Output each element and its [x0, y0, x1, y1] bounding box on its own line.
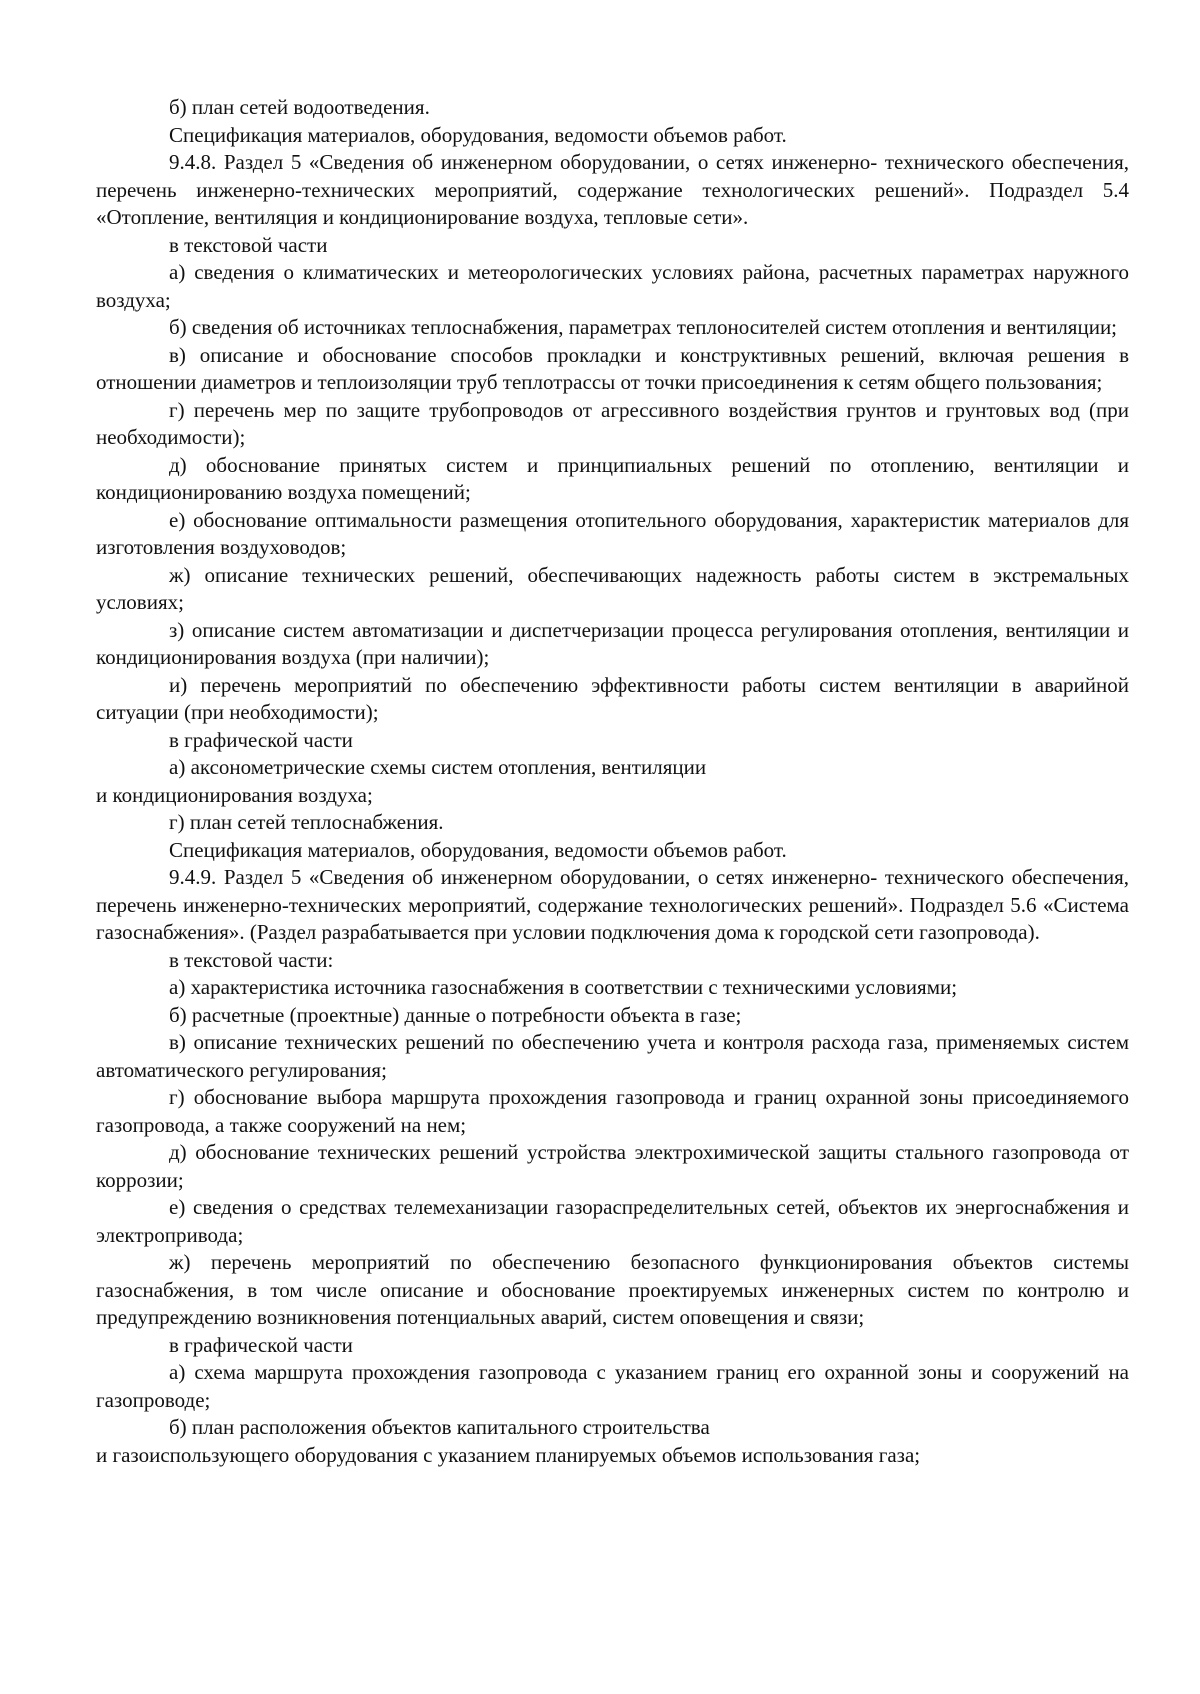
paragraph-graphic-part-heading-1: в графической части: [169, 727, 353, 752]
paragraph-text-part-heading-1: в текстовой части: [169, 232, 328, 257]
paragraph-equipment-placement: е) обоснование оптимальности размещения отопительного оборудования, характеристик материалов для изготовления воздуховодов;: [96, 507, 1129, 559]
paragraph-pipeline-route: г) обоснование выбора маршрута прохождения газопровода и границ охранной зоны присоединяемого газопровода, а также сооружений на нем;: [96, 1085, 1129, 1137]
paragraph-graphic-part-heading-2: в графической части: [169, 1332, 353, 1357]
paragraph-safety-measures: ж) перечень мероприятий по обеспечению безопасного функционирования объектов системы газоснабжения, в том числе описание и обоснование проектируемых инженерных систем по контролю и предупреждению возникновения потенциальных аварий, систем оповещения и связи;: [96, 1250, 1129, 1329]
paragraph-laying-methods: в) описание и обоснование способов прокладки и конструктивных решений, включая решения в отношении диаметров и теплоизоляции труб теплотрассы от точки присоединения к сетям общего пользования;: [96, 342, 1129, 394]
paragraph-specification-1: Спецификация материалов, оборудования, ведомости объемов работ.: [169, 122, 787, 147]
paragraph-text-part-heading-2: в текстовой части:: [169, 947, 334, 972]
paragraph-heating-systems: д) обоснование принятых систем и принципиальных решений по отоплению, вентиляции и кондиционированию воздуха помещений;: [96, 452, 1129, 504]
paragraph-gas-source: а) характеристика источника газоснабжения в соответствии с техническими условиями;: [169, 975, 958, 999]
paragraph-route-scheme: а) схема маршрута прохождения газопровода с указанием границ его охранной зоны и сооружений на газопроводе;: [96, 1360, 1129, 1412]
paragraph-climate-info: а) сведения о климатических и метеорологических условиях района, расчетных параметрах наружного воздуха;: [96, 260, 1129, 312]
paragraph-telemechanics: е) сведения о средствах телемеханизации газораспределительных сетей, объектов их энергоснабжения и электропривода;: [96, 1195, 1129, 1247]
paragraph-ventilation-emergency: и) перечень мероприятий по обеспечению эффективности работы систем вентиляции в аварийной ситуации (при необходимости);: [96, 672, 1129, 724]
paragraph-corrosion-protection: д) обоснование технических решений устройства электрохимической защиты стального газопровода от коррозии;: [96, 1140, 1129, 1192]
paragraph-pipe-protection: г) перечень мер по защите трубопроводов от агрессивного воздействия грунтов и грунтовых вод (при необходимости);: [96, 397, 1129, 449]
paragraph-gas-demand: б) расчетные (проектные) данные о потребности объекта в газе;: [169, 1002, 742, 1027]
paragraph-axonometric-schemes: а) аксонометрические схемы систем отопления, вентиляции и кондиционирования воздуха;: [96, 755, 707, 807]
paragraph-drainage-plan: б) план сетей водоотведения.: [169, 95, 430, 119]
paragraph-reliability: ж) описание технических решений, обеспечивающих надежность работы систем в экстремальных условиях;: [96, 562, 1129, 614]
paragraph-heat-network-plan: г) план сетей теплоснабжения.: [169, 810, 444, 834]
paragraph-site-plan: б) план расположения объектов капитального строительства и газоиспользующего оборудования с указанием планируемых объемов использования газа;: [96, 1415, 921, 1467]
paragraph-heat-sources: б) сведения об источниках теплоснабжения, параметрах теплоносителей систем отопления и вентиляции;: [169, 315, 1118, 339]
paragraph-section-9-4-9: 9.4.9. Раздел 5 «Сведения об инженерном оборудовании, о сетях инженерно- технического обеспечения, перечень инженерно-технических мероприятий, содержание технологических решений». Подраздел 5.6 «Система газоснабжения». (Раздел разрабатывается при условии подключения дома к городской сети газопровода).: [96, 865, 1129, 944]
paragraph-section-9-4-8: 9.4.8. Раздел 5 «Сведения об инженерном оборудовании, о сетях инженерно- технического обеспечения, перечень инженерно-технических мероприятий, содержание технологических решений». Подраздел 5.4 «Отопление, вентиляция и кондиционирование воздуха, тепловые сети».: [96, 150, 1129, 229]
paragraph-specification-2: Спецификация материалов, оборудования, ведомости объемов работ.: [169, 837, 787, 862]
document-body: [96, 94, 1129, 1469]
paragraph-automation: з) описание систем автоматизации и диспетчеризации процесса регулирования отопления, вентиляции и кондиционирования воздуха (при наличии);: [96, 617, 1129, 669]
paragraph-gas-metering: в) описание технических решений по обеспечению учета и контроля расхода газа, применяемых систем автоматического регулирования;: [96, 1030, 1129, 1082]
